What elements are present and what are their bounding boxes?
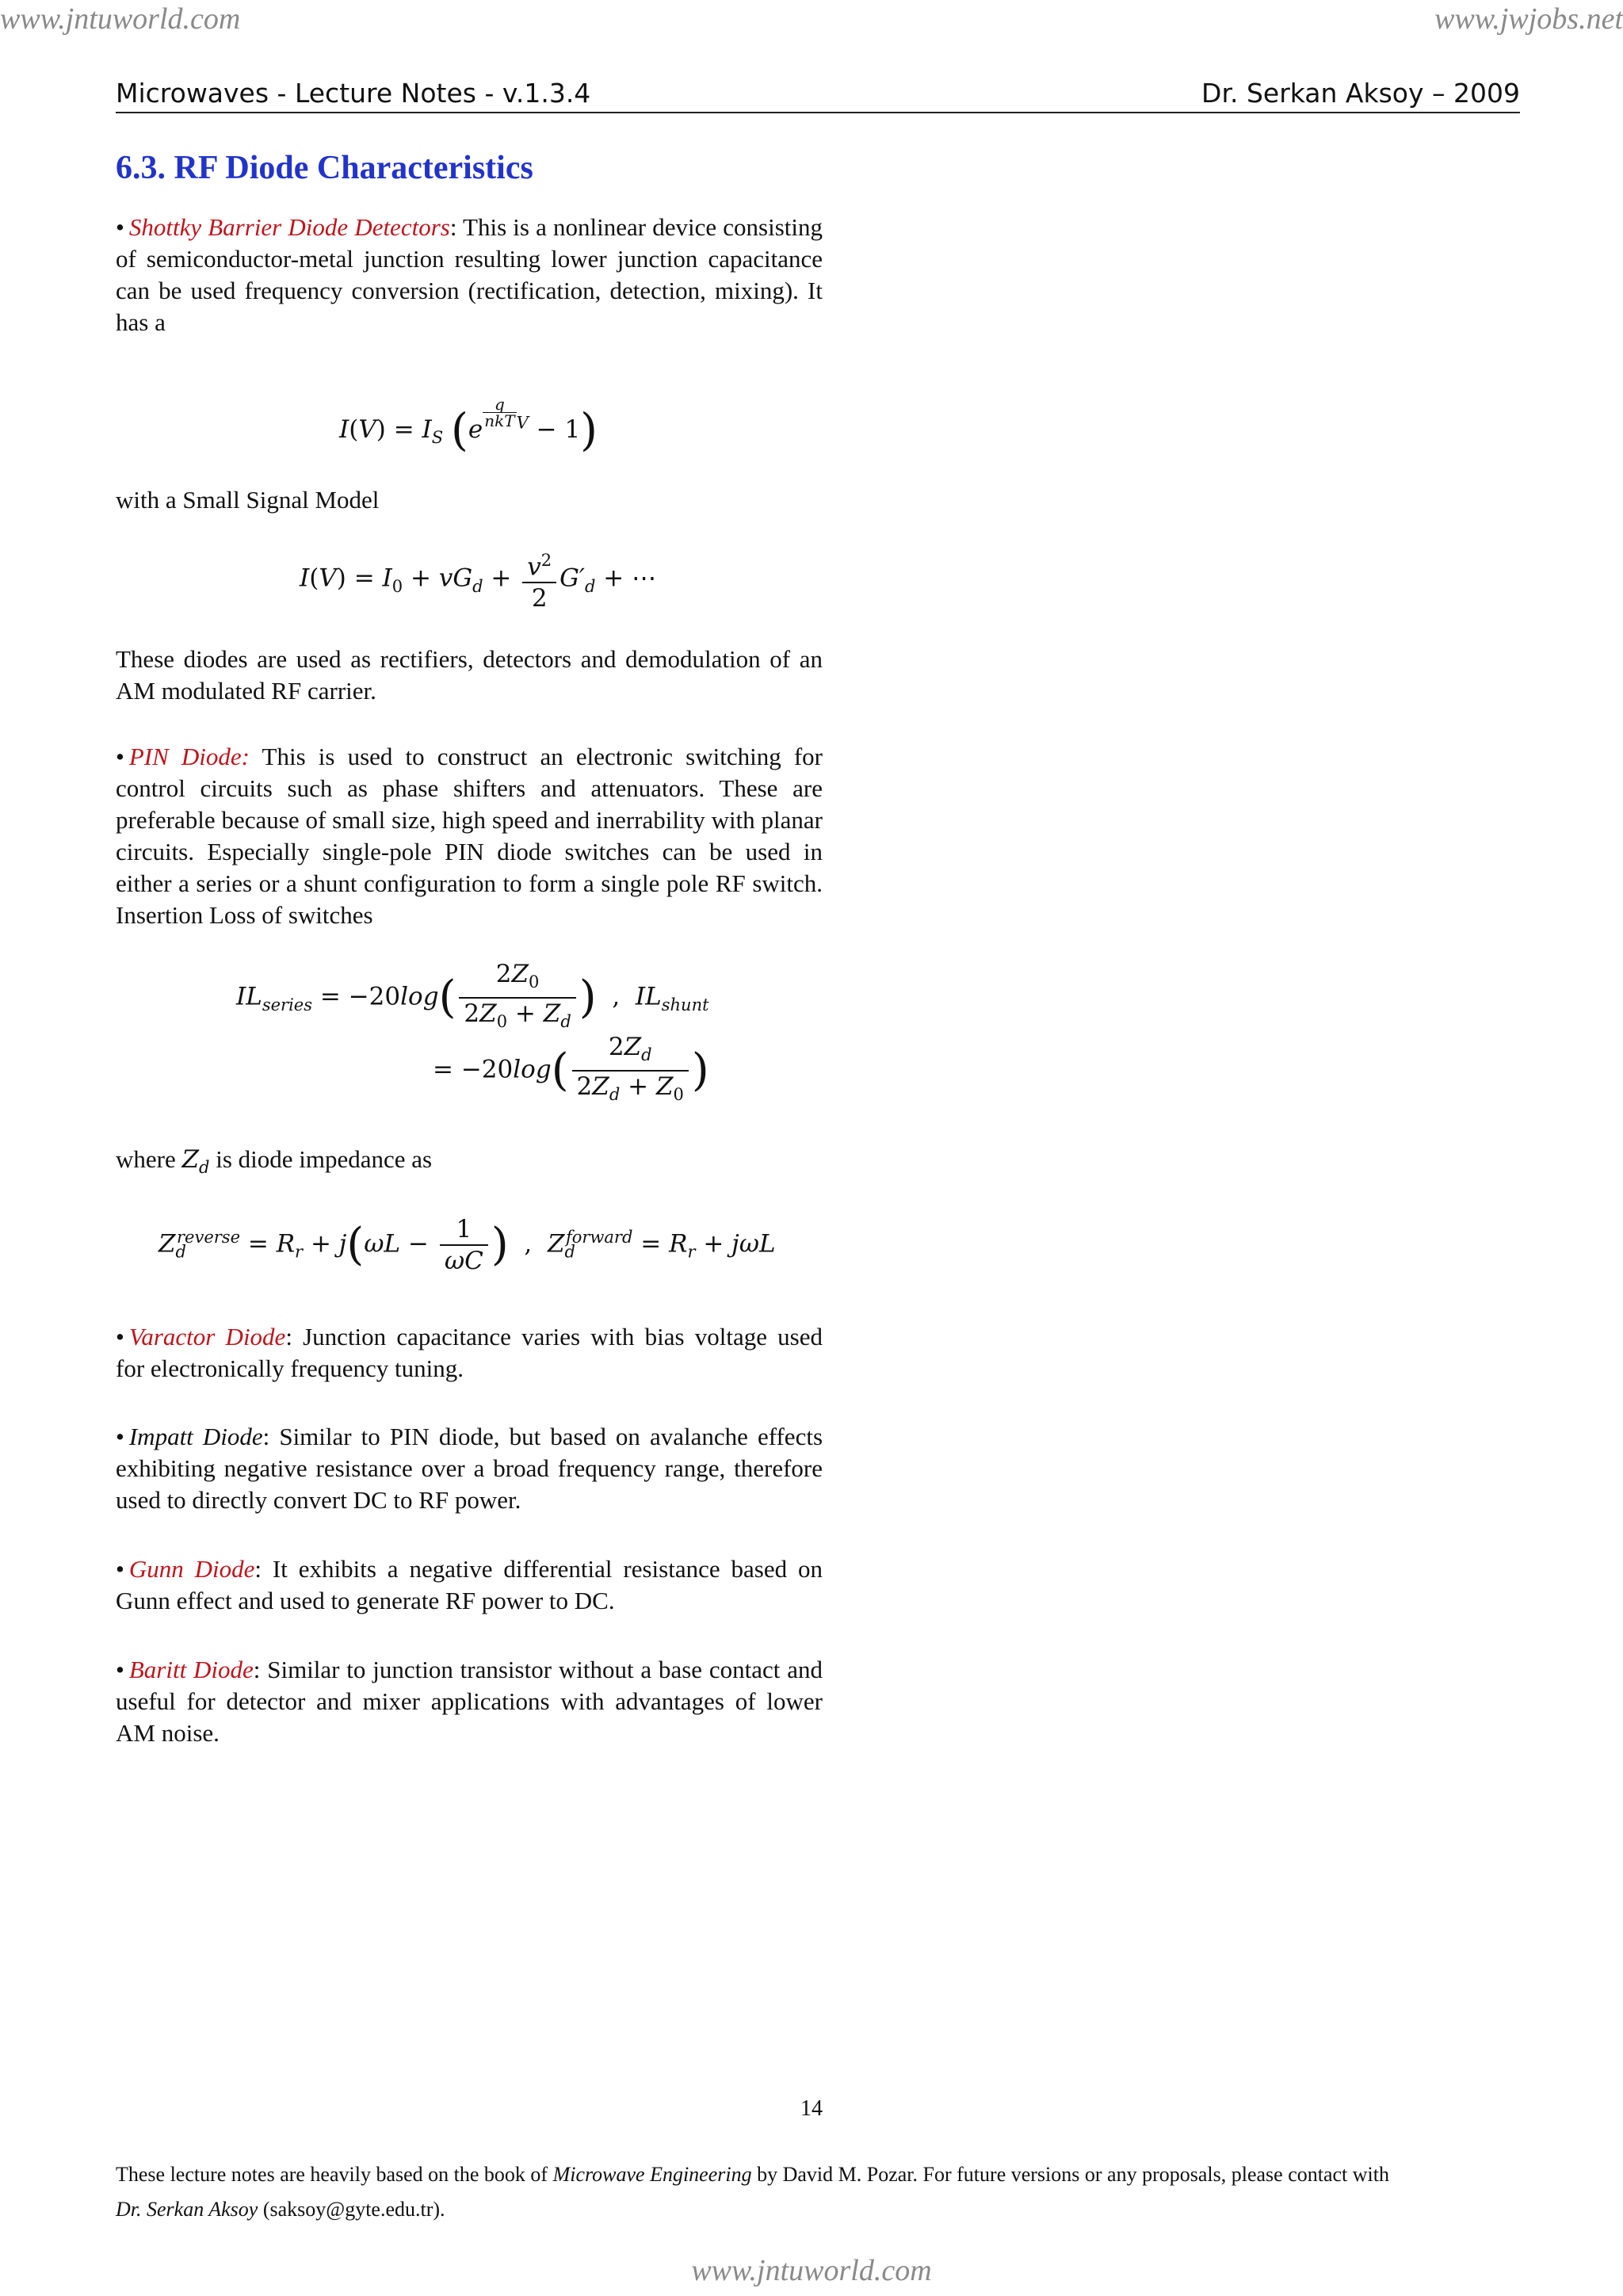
where-zd-prefix: where [116,1145,182,1173]
small-signal-equation: $I(V) = I_0 + vG_d$ + $\frac{v^2}{2}$ $G'_d$ + ⋯ [300,545,656,613]
diode-iv-equation: $I(V) = I_S$ (e $\frac{q}{\text{nkT}}$ $^V$ − 1) [339,395,598,457]
section-title: 6.3. RF Diode Characteristics [116,150,533,186]
footer-author: Dr. Serkan Aksoy [116,2198,258,2221]
varactor-paragraph [116,1321,823,1385]
schottky-text: : This is a nonlinear device consisting of semiconductor-metal junction resulting lower junction capacitance can be used frequency conversion (rectification, detection, mixing). It has a [116,213,823,336]
baritt-term: Baritt Diode [128,1656,254,1683]
where-zd-line [116,1144,823,1183]
pin-paragraph [116,741,823,931]
bullet-icon: • [116,1423,124,1450]
pin-text: This is used to construct an electronic switching for control circuits such as phase shifters and attenuators. These are preferable because of small size, high speed and inerrability with planar circuits. Especially single-pole PIN diode switches can be used in either a series or a shunt configuration to form a single pole RF switch. Insertion Loss of switches [116,743,823,929]
schottky-term: Shottky Barrier Diode Detectors [128,213,450,241]
bullet-icon: • [116,743,124,770]
varactor-text: : Junction capacitance varies with bias voltage used for electronically frequency tuning. [116,1323,823,1382]
zd-symbol: $Z_d$ [181,1145,210,1178]
gunn-paragraph [116,1553,823,1617]
bullet-icon: • [116,1323,124,1350]
page-footer [116,2157,1520,2227]
pin-term: PIN Diode: [128,743,250,770]
page-header [116,78,1520,113]
impatt-term: Impatt Diode [128,1423,263,1450]
diode-impedance-equation: $Z_d^{reverse} = R_r + j(\omega L$ − $\frac{1}{\omega C}$ ) , $Z_d^{forward} = R_r + j\omega L$ [158,1215,776,1275]
bullet-icon: • [116,1656,124,1683]
baritt-paragraph [116,1654,823,1749]
varactor-term: Varactor Diode [128,1323,286,1350]
impatt-text: : Similar to PIN diode, but based on avalanche effects exhibiting negative resistance over a broad frequency range, therefore used to directly convert DC to RF power. [116,1423,823,1514]
where-zd-suffix: is diode impedance as [209,1145,433,1173]
footer-email: (saksoy@gyte.edu.tr). [258,2198,445,2221]
impatt-paragraph [116,1421,823,1516]
insertion-loss-series-equation: $IL_{series} = -20\log$( $\frac{2Z_0}{2Z_0 + Z_d}$ ) , $IL_{shunt}$ [236,960,709,1032]
bullet-icon: • [116,213,124,241]
small-signal-intro: with a Small Signal Model [116,486,380,514]
rectifier-paragraph: These diodes are used as rectifiers, detectors and demodulation of an AM modulated RF carrier. [116,645,823,705]
watermark-top-right: www.jwjobs.net [1434,2,1623,36]
bullet-icon: • [116,1555,124,1583]
gunn-term: Gunn Diode [128,1555,255,1583]
insertion-loss-shunt-equation: = −20log( $\frac{2Z_d}{2Z_d + Z_0}$ ) [433,1033,709,1105]
footer-part2: by David M. Pozar. For future versions or any proposals, please contact with [751,2163,1389,2186]
page-number: 14 [800,2096,823,2121]
gunn-text: : It exhibits a negative differential resistance based on Gunn effect and used to generate RF power to DC. [116,1555,823,1614]
footer-book: Microwave Engineering [552,2163,752,2186]
header-right: Dr. Serkan Aksoy – 2009 [1201,78,1520,109]
watermark-top-left: www.jntuworld.com [0,2,241,36]
schottky-paragraph [116,212,823,338]
baritt-text: : Similar to junction transistor without a base contact and useful for detector and mixer applications with advantages of lower AM noise. [116,1656,823,1747]
footer-part1: These lecture notes are heavily based on the book of [116,2163,553,2186]
header-left: Microwaves - Lecture Notes - v.1.3.4 [116,78,591,109]
watermark-bottom: www.jntuworld.com [691,2254,932,2287]
